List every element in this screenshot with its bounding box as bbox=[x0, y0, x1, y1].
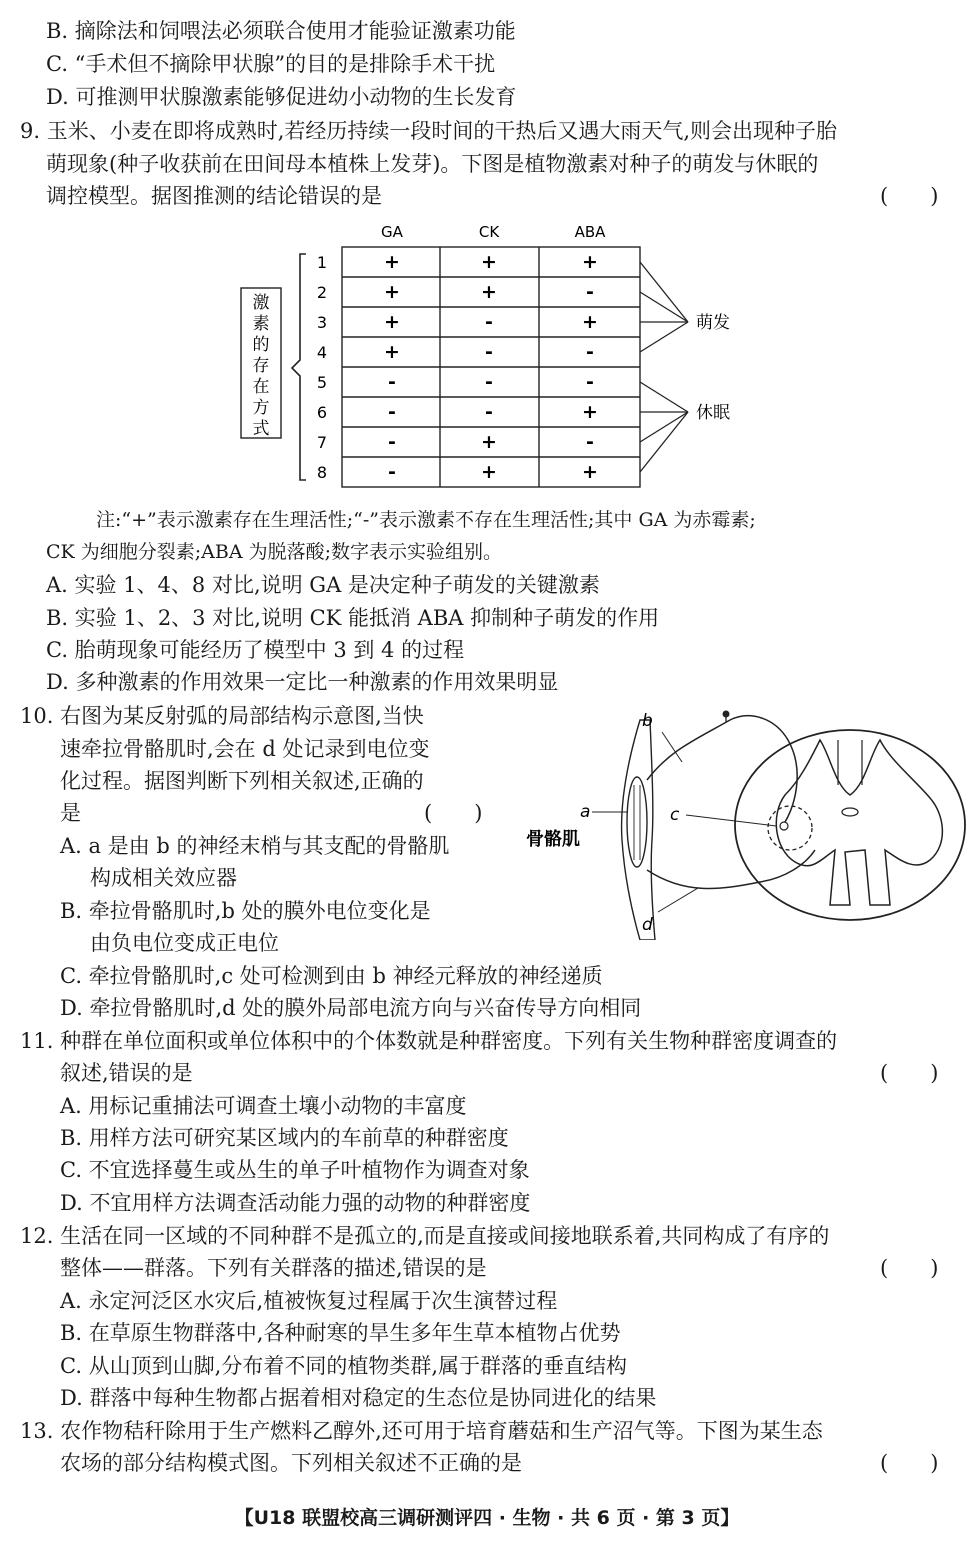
q9-cell: + bbox=[481, 461, 497, 483]
q9-side-label-char-2: 素 bbox=[252, 314, 270, 334]
q10-option-b-line1: B. 牵拉骨骼肌时,b 处的膜外电位变化是 bbox=[60, 899, 431, 923]
label-d: d bbox=[642, 915, 653, 935]
q9-answer-paren: ( ) bbox=[880, 184, 939, 208]
q9-cell: + bbox=[481, 431, 497, 453]
q9-cell: + bbox=[582, 401, 598, 423]
q9-left-brace bbox=[292, 254, 306, 480]
label-c: c bbox=[670, 805, 680, 825]
q9-col-header-aba: ABA bbox=[574, 223, 606, 241]
q9-cell: + bbox=[582, 251, 598, 273]
q9-cell: + bbox=[582, 461, 598, 483]
q10-answer-paren: ( ) bbox=[424, 801, 483, 825]
label-a: a bbox=[580, 802, 591, 822]
label-muscle: 骨骼肌 bbox=[526, 829, 580, 850]
q11-answer-paren: ( ) bbox=[880, 1061, 939, 1085]
central-canal bbox=[842, 808, 858, 816]
q9-cell: - bbox=[586, 341, 594, 363]
q12-stem-line1: 12. 生活在同一区域的不同种群不是孤立的,而是直接或间接地联系着,共同构成了有序的 bbox=[20, 1224, 830, 1248]
q9-option-d: D. 多种激素的作用效果一定比一种激素的作用效果明显 bbox=[46, 670, 559, 694]
q12-option-c: C. 从山顶到山脚,分布着不同的植物类群,属于群落的垂直结构 bbox=[60, 1354, 628, 1378]
q9-cell: + bbox=[384, 311, 400, 333]
q9-cell: + bbox=[384, 251, 400, 273]
label-b: b bbox=[642, 711, 653, 731]
q9-cell: - bbox=[485, 341, 493, 363]
q11-option-c: C. 不宜选择蔓生或丛生的单子叶植物作为调查对象 bbox=[60, 1158, 530, 1182]
q9-row-number: 3 bbox=[316, 313, 328, 332]
q9-stem-line1: 9. 玉米、小麦在即将成熟时,若经历持续一段时间的干热后又遇大雨天气,则会出现种子胎 bbox=[20, 119, 838, 143]
q8-option-c: C. “手术但不摘除甲状腺”的目的是排除手术干扰 bbox=[46, 52, 496, 76]
q12-stem-line2: 整体——群落。下列有关群落的描述,错误的是 bbox=[60, 1256, 487, 1280]
q9-hormone-table-figure bbox=[236, 212, 756, 492]
q9-cell: - bbox=[388, 461, 396, 483]
q9-cell: + bbox=[481, 281, 497, 303]
q9-cell: - bbox=[388, 371, 396, 393]
q9-option-a: A. 实验 1、4、8 对比,说明 GA 是决定种子萌发的关键激素 bbox=[46, 573, 600, 597]
q10-stem-line4: 是 bbox=[60, 801, 81, 825]
q10-stem-line2: 速牵拉骨骼肌时,会在 d 处记录到电位变 bbox=[60, 737, 430, 761]
q8-option-d: D. 可推测甲状腺激素能够促进幼小动物的生长发育 bbox=[46, 85, 517, 109]
q12-option-d: D. 群落中每种生物都占据着相对稳定的生态位是协同进化的结果 bbox=[60, 1386, 657, 1410]
q9-side-label-char-5: 在 bbox=[252, 377, 270, 397]
q9-row-number: 2 bbox=[316, 283, 328, 302]
q9-row-number: 6 bbox=[316, 403, 328, 422]
q9-option-b: B. 实验 1、2、3 对比,说明 CK 能抵消 ABA 抑制种子萌发的作用 bbox=[46, 606, 660, 630]
q9-cell: + bbox=[481, 251, 497, 273]
q10-stem-line1: 10. 右图为某反射弧的局部结构示意图,当快 bbox=[20, 704, 424, 728]
q10-option-b-line2: 由负电位变成正电位 bbox=[90, 931, 279, 955]
q9-note-line1: 注:“+”表示激素存在生理活性;“-”表示激素不存在生理活性;其中 GA 为赤霉素; bbox=[96, 509, 756, 531]
q9-row-number: 4 bbox=[316, 343, 328, 362]
q9-option-c: C. 胎萌现象可能经历了模型中 3 到 4 的过程 bbox=[46, 638, 465, 662]
q9-col-header-ga: GA bbox=[381, 223, 403, 241]
spinal-cord-grey-matter bbox=[776, 740, 942, 905]
q9-cell: + bbox=[384, 281, 400, 303]
q9-cell: + bbox=[582, 311, 598, 333]
q9-note-line2: CK 为细胞分裂素;ABA 为脱落酸;数字表示实验组别。 bbox=[46, 541, 503, 563]
q9-side-label-char-1: 激 bbox=[252, 293, 270, 313]
q10-stem-line3: 化过程。据图判断下列相关叙述,正确的 bbox=[60, 769, 424, 793]
q9-cell: - bbox=[485, 311, 493, 333]
q13-stem-line2: 农场的部分结构模式图。下列相关叙述不正确的是 bbox=[60, 1451, 522, 1475]
q9-outcome-dormant: 休眠 bbox=[696, 403, 730, 423]
q9-side-label-char-6: 方 bbox=[252, 398, 270, 418]
q9-cell: - bbox=[485, 401, 493, 423]
q9-row-number: 1 bbox=[316, 253, 328, 272]
q10-option-c: C. 牵拉骨骼肌时,c 处可检测到由 b 神经元释放的神经递质 bbox=[60, 964, 603, 988]
q9-side-label-char-7: 式 bbox=[252, 419, 270, 439]
q9-cell: - bbox=[388, 401, 396, 423]
q9-outcome-lines bbox=[640, 262, 688, 472]
q9-row-number: 8 bbox=[316, 463, 328, 482]
q12-answer-paren: ( ) bbox=[880, 1256, 939, 1280]
q9-cell: - bbox=[586, 281, 594, 303]
q9-cell: - bbox=[586, 371, 594, 393]
q12-option-b: B. 在草原生物群落中,各种耐寒的旱生多年生草本植物占优势 bbox=[60, 1321, 621, 1345]
q9-row-number: 5 bbox=[316, 373, 328, 392]
q9-cell: - bbox=[485, 371, 493, 393]
q9-side-label-char-4: 存 bbox=[252, 356, 270, 376]
q13-answer-paren: ( ) bbox=[880, 1451, 939, 1475]
q12-option-a: A. 永定河泛区水灾后,植被恢复过程属于次生演替过程 bbox=[60, 1289, 558, 1313]
q10-option-d: D. 牵拉骨骼肌时,d 处的膜外局部电流方向与兴奋传导方向相同 bbox=[60, 996, 642, 1020]
q9-row-number: 7 bbox=[316, 433, 328, 452]
q9-stem-line2: 萌现象(种子收获前在田间母本植株上发芽)。下图是植物激素对种子的萌发与休眠的 bbox=[46, 152, 819, 176]
q10-option-a-line2: 构成相关效应器 bbox=[90, 866, 237, 890]
q11-option-a: A. 用标记重捕法可调查土壤小动物的丰富度 bbox=[60, 1094, 467, 1118]
q11-stem-line2: 叙述,错误的是 bbox=[60, 1061, 193, 1085]
q9-cell: + bbox=[384, 341, 400, 363]
q8-option-b: B. 摘除法和饲喂法必须联合使用才能验证激素功能 bbox=[46, 19, 516, 43]
q9-stem-line3: 调控模型。据图推测的结论错误的是 bbox=[46, 184, 382, 208]
q10-option-a-line1: A. a 是由 b 的神经末梢与其支配的骨骼肌 bbox=[60, 834, 450, 858]
page-footer: 【U18 联盟校高三调研测评四 · 生物 · 共 6 页 · 第 3 页】 bbox=[234, 1507, 740, 1529]
q10-reflex-arc-figure bbox=[520, 700, 970, 940]
q9-outcome-germinate: 萌发 bbox=[696, 313, 730, 333]
q9-col-header-ck: CK bbox=[478, 223, 500, 241]
q13-stem-line1: 13. 农作物秸秆除用于生产燃料乙醇外,还可用于培育蘑菇和生产沼气等。下图为某生态 bbox=[20, 1419, 823, 1443]
q9-side-label-char-3: 的 bbox=[252, 335, 270, 355]
q11-stem-line1: 11. 种群在单位面积或单位体积中的个体数就是种群密度。下列有关生物种群密度调查的 bbox=[20, 1029, 838, 1053]
q11-option-b: B. 用样方法可研究某区域内的车前草的种群密度 bbox=[60, 1126, 509, 1150]
q9-cell: - bbox=[586, 431, 594, 453]
efferent-nerve-d bbox=[647, 850, 815, 889]
q9-cell: - bbox=[388, 431, 396, 453]
q11-option-d: D. 不宜用样方法调查活动能力强的动物的种群密度 bbox=[60, 1191, 531, 1215]
